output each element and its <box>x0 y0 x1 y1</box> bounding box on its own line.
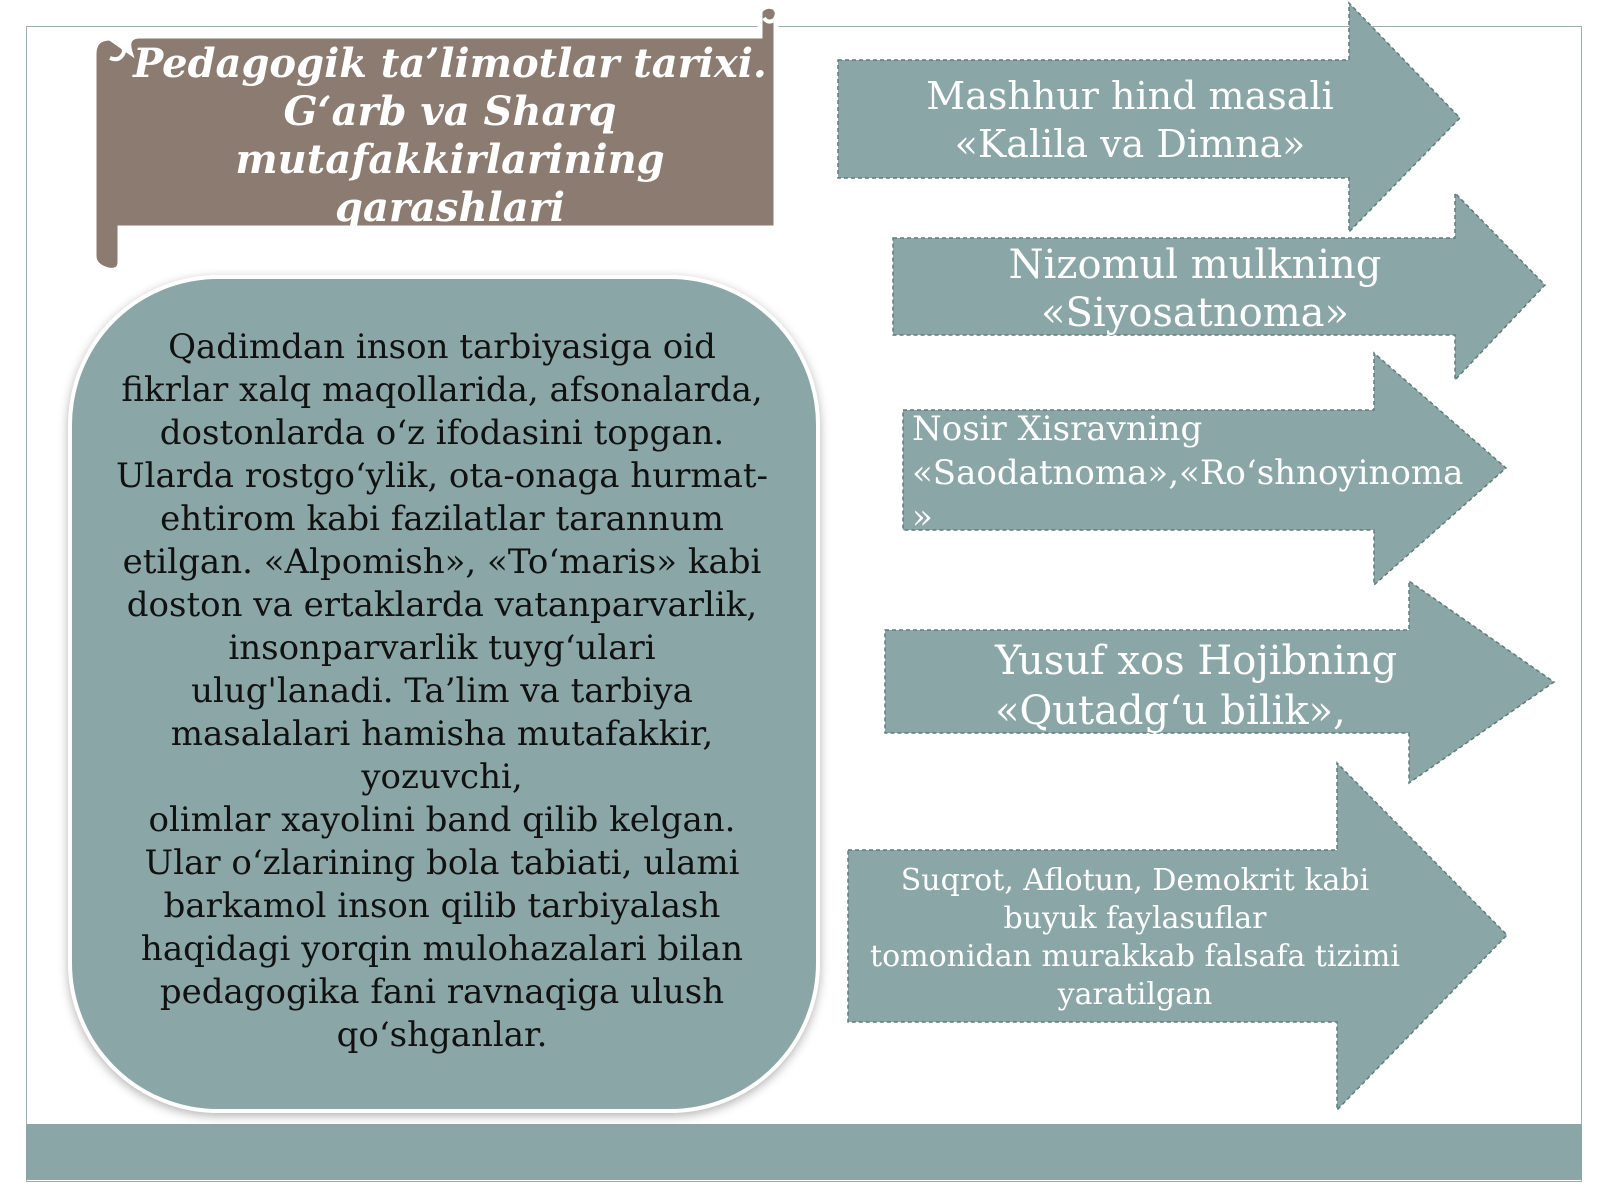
panel-text: Qadimdan inson tarbiyasiga oid fikrlar xalq maqollarida, afsonalarda, dostonlarda o‘z ifodasini topgan. Ularda rostgo‘ylik, ota-onaga hurmat- ehtirom kabi fazilatlar tarannum etilgan. «Alpomish», «To‘maris» kabi doston va ertaklarda vatanparvarlik, insonparvarlik tuyg‘ulari ulug'lanadi. Ta’lim va tarbiya masalalari hamisha mutafakkir, yozuvchi, olimlar xayolini band qilib kelgan. Ular o‘zlarining bola tabiati, ulami barkamol inson qilib tarbiyalash haqidagi yorqin mulohazalari bilan pedagogika fani ravnaqiga ulush qo‘shganlar. <box>115 327 769 1055</box>
footer-bar <box>26 1124 1582 1180</box>
arrow-label-1: Mashhur hind masali «Kalila va Dimna» <box>926 74 1334 166</box>
arrow-label-3: Nosir Xisravning «Saodatnoma»,«Ro‘shnoyinoma » <box>912 409 1464 537</box>
arrow-label-5: Suqrot, Aflotun, Demokrit kabi buyuk faylasuflar tomonidan murakkab falsafa tizimi yaratilgan <box>870 863 1400 1012</box>
arrow-label-2: Nizomul mulkning «Siyosatnoma» <box>1008 242 1382 336</box>
arrow-label-4: Yusuf xos Hojibning «Qutadg‘u bilik», <box>995 638 1398 734</box>
slide-title: Pedagogik ta’limotlar tarixi. G‘arb va Sharq mutafakkirlarining qarashlari <box>133 40 767 231</box>
